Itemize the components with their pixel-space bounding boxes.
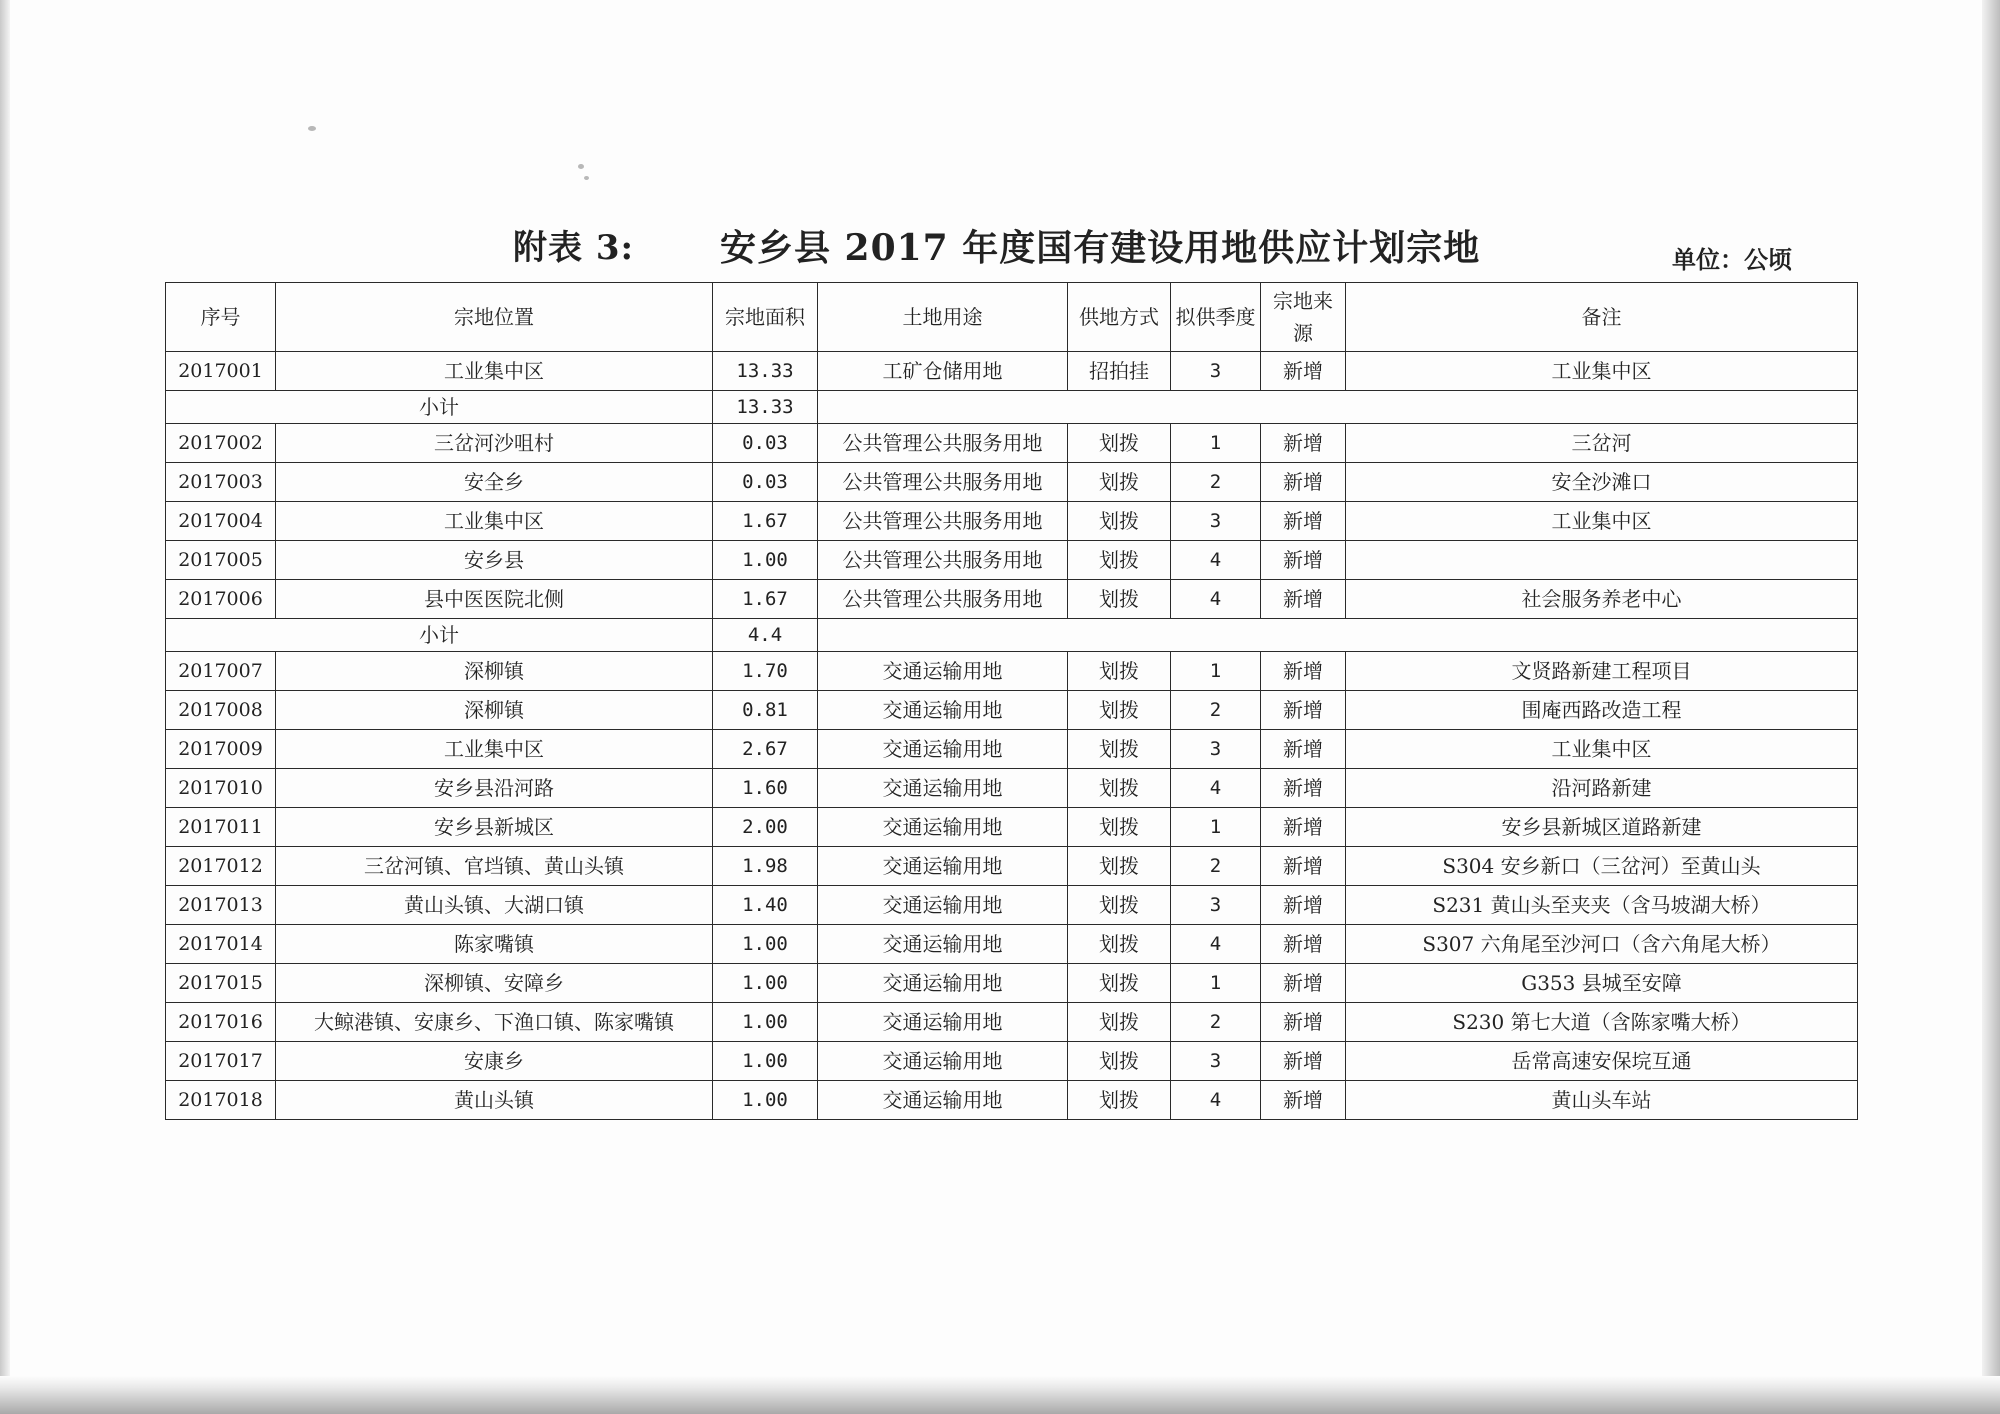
cell-area: 1.00	[713, 964, 818, 1003]
cell-use: 公共管理公共服务用地	[818, 580, 1068, 619]
header-quarter: 拟供季度	[1171, 283, 1261, 352]
cell-quarter: 3	[1171, 886, 1261, 925]
cell-seq: 2017012	[166, 847, 276, 886]
cell-location: 三岔河镇、官垱镇、黄山头镇	[276, 847, 713, 886]
cell-seq: 2017006	[166, 580, 276, 619]
cell-area: 0.03	[713, 463, 818, 502]
cell-seq: 2017018	[166, 1081, 276, 1120]
header-location: 宗地位置	[276, 283, 713, 352]
table-row	[166, 1081, 1858, 1120]
cell-location: 工业集中区	[276, 502, 713, 541]
header-use: 土地用途	[818, 283, 1068, 352]
table-row	[166, 463, 1858, 502]
cell-method: 划拨	[1068, 424, 1171, 463]
cell-note: 安乡县新城区道路新建	[1346, 808, 1858, 847]
cell-method: 划拨	[1068, 1003, 1171, 1042]
cell-location: 陈家嘴镇	[276, 925, 713, 964]
cell-seq: 2017005	[166, 541, 276, 580]
table-row	[166, 652, 1858, 691]
cell-location: 安乡县新城区	[276, 808, 713, 847]
cell-location: 大鲸港镇、安康乡、下渔口镇、陈家嘴镇	[276, 1003, 713, 1042]
cell-area: 0.03	[713, 424, 818, 463]
cell-source: 新增	[1261, 925, 1346, 964]
cell-method: 划拨	[1068, 502, 1171, 541]
cell-quarter: 1	[1171, 808, 1261, 847]
cell-location: 黄山头镇、大湖口镇	[276, 886, 713, 925]
cell-location: 工业集中区	[276, 352, 713, 391]
cell-note: G353 县城至安障	[1346, 964, 1858, 1003]
cell-source: 新增	[1261, 691, 1346, 730]
cell-location: 安乡县	[276, 541, 713, 580]
cell-area: 1.60	[713, 769, 818, 808]
cell-source: 新增	[1261, 1081, 1346, 1120]
cell-location: 深柳镇	[276, 691, 713, 730]
page-title: 安乡县 2017 年度国有建设用地供应计划宗地	[720, 227, 1481, 269]
cell-seq: 2017002	[166, 424, 276, 463]
cell-area: 1.00	[713, 1003, 818, 1042]
table-row	[166, 808, 1858, 847]
header-row	[166, 283, 1858, 352]
table-row	[166, 730, 1858, 769]
cell-quarter: 3	[1171, 352, 1261, 391]
cell-seq: 2017008	[166, 691, 276, 730]
table-body	[166, 352, 1858, 1120]
cell-area: 1.98	[713, 847, 818, 886]
cell-source: 新增	[1261, 580, 1346, 619]
cell-method: 划拨	[1068, 730, 1171, 769]
cell-area: 1.00	[713, 925, 818, 964]
cell-seq: 2017014	[166, 925, 276, 964]
cell-area: 1.67	[713, 502, 818, 541]
cell-area: 1.40	[713, 886, 818, 925]
header-source: 宗地来源	[1261, 283, 1346, 352]
cell-use: 交通运输用地	[818, 652, 1068, 691]
header-note: 备注	[1346, 283, 1858, 352]
cell-area: 13.33	[713, 352, 818, 391]
cell-method: 招拍挂	[1068, 352, 1171, 391]
cell-note: 岳常高速安保垸互通	[1346, 1042, 1858, 1081]
table-row	[166, 1003, 1858, 1042]
cell-use: 交通运输用地	[818, 1081, 1068, 1120]
cell-method: 划拨	[1068, 808, 1171, 847]
cell-quarter: 4	[1171, 541, 1261, 580]
cell-area: 1.70	[713, 652, 818, 691]
cell-use: 公共管理公共服务用地	[818, 463, 1068, 502]
cell-note: 三岔河	[1346, 424, 1858, 463]
cell-quarter: 4	[1171, 925, 1261, 964]
cell-method: 划拨	[1068, 580, 1171, 619]
header-area: 宗地面积	[713, 283, 818, 352]
cell-quarter: 4	[1171, 1081, 1261, 1120]
table-row	[166, 691, 1858, 730]
cell-use: 交通运输用地	[818, 691, 1068, 730]
scan-speck	[584, 176, 589, 180]
cell-seq: 2017010	[166, 769, 276, 808]
cell-source: 新增	[1261, 886, 1346, 925]
cell-method: 划拨	[1068, 886, 1171, 925]
cell-area: 2.67	[713, 730, 818, 769]
cell-location: 安康乡	[276, 1042, 713, 1081]
table-row	[166, 352, 1858, 391]
cell-quarter: 2	[1171, 463, 1261, 502]
cell-seq: 2017016	[166, 1003, 276, 1042]
scan-edge-left	[0, 0, 10, 1414]
cell-use: 交通运输用地	[818, 769, 1068, 808]
table-row	[166, 886, 1858, 925]
table-row	[166, 541, 1858, 580]
cell-method: 划拨	[1068, 1042, 1171, 1081]
cell-seq: 2017001	[166, 352, 276, 391]
cell-use: 交通运输用地	[818, 808, 1068, 847]
cell-quarter: 3	[1171, 1042, 1261, 1081]
cell-seq: 2017007	[166, 652, 276, 691]
cell-location: 深柳镇、安障乡	[276, 964, 713, 1003]
cell-method: 划拨	[1068, 463, 1171, 502]
cell-method: 划拨	[1068, 541, 1171, 580]
cell-use: 交通运输用地	[818, 1003, 1068, 1042]
cell-source: 新增	[1261, 424, 1346, 463]
cell-area: 1.67	[713, 580, 818, 619]
table-row	[166, 424, 1858, 463]
cell-quarter: 4	[1171, 769, 1261, 808]
cell-location: 黄山头镇	[276, 1081, 713, 1120]
cell-note: S307 六角尾至沙河口（含六角尾大桥）	[1346, 925, 1858, 964]
cell-use: 交通运输用地	[818, 1042, 1068, 1081]
cell-method: 划拨	[1068, 691, 1171, 730]
cell-area: 2.00	[713, 808, 818, 847]
cell-method: 划拨	[1068, 652, 1171, 691]
cell-note: S230 第七大道（含陈家嘴大桥）	[1346, 1003, 1858, 1042]
cell-quarter: 1	[1171, 652, 1261, 691]
cell-note: 工业集中区	[1346, 352, 1858, 391]
cell-location: 县中医医院北侧	[276, 580, 713, 619]
cell-seq: 2017013	[166, 886, 276, 925]
cell-method: 划拨	[1068, 1081, 1171, 1120]
subtotal-label: 小计	[166, 619, 713, 652]
cell-note: 沿河路新建	[1346, 769, 1858, 808]
cell-source: 新增	[1261, 463, 1346, 502]
cell-source: 新增	[1261, 847, 1346, 886]
scan-edge-bottom	[0, 1376, 2000, 1414]
cell-source: 新增	[1261, 541, 1346, 580]
cell-use: 交通运输用地	[818, 964, 1068, 1003]
table-row	[166, 580, 1858, 619]
cell-use: 交通运输用地	[818, 730, 1068, 769]
cell-use: 交通运输用地	[818, 886, 1068, 925]
cell-area: 1.00	[713, 541, 818, 580]
scan-speck	[308, 126, 316, 131]
cell-note: 文贤路新建工程项目	[1346, 652, 1858, 691]
cell-quarter: 2	[1171, 847, 1261, 886]
table-row	[166, 964, 1858, 1003]
cell-note: 围庵西路改造工程	[1346, 691, 1858, 730]
cell-source: 新增	[1261, 652, 1346, 691]
table-row	[166, 1042, 1858, 1081]
cell-note: S304 安乡新口（三岔河）至黄山头	[1346, 847, 1858, 886]
cell-use: 交通运输用地	[818, 847, 1068, 886]
cell-use: 交通运输用地	[818, 925, 1068, 964]
cell-seq: 2017011	[166, 808, 276, 847]
cell-note: 工业集中区	[1346, 730, 1858, 769]
cell-location: 安全乡	[276, 463, 713, 502]
table-row	[166, 502, 1858, 541]
cell-use: 公共管理公共服务用地	[818, 541, 1068, 580]
cell-method: 划拨	[1068, 847, 1171, 886]
cell-seq: 2017004	[166, 502, 276, 541]
appendix-label: 附表 3:	[513, 228, 635, 268]
cell-location: 深柳镇	[276, 652, 713, 691]
cell-quarter: 1	[1171, 424, 1261, 463]
cell-quarter: 2	[1171, 691, 1261, 730]
header-seq: 序号	[166, 283, 276, 352]
cell-use: 工矿仓储用地	[818, 352, 1068, 391]
land-supply-table	[165, 282, 1858, 1120]
cell-seq: 2017009	[166, 730, 276, 769]
cell-note: 安全沙滩口	[1346, 463, 1858, 502]
table-row	[166, 769, 1858, 808]
cell-location: 三岔河沙咀村	[276, 424, 713, 463]
scan-speck	[578, 164, 584, 169]
cell-quarter: 3	[1171, 502, 1261, 541]
cell-source: 新增	[1261, 502, 1346, 541]
cell-location: 工业集中区	[276, 730, 713, 769]
cell-quarter: 2	[1171, 1003, 1261, 1042]
cell-quarter: 3	[1171, 730, 1261, 769]
subtotal-value: 4.4	[713, 619, 818, 652]
subtotal-row	[166, 391, 1858, 424]
table-row	[166, 847, 1858, 886]
subtotal-row	[166, 619, 1858, 652]
cell-source: 新增	[1261, 730, 1346, 769]
cell-area: 0.81	[713, 691, 818, 730]
cell-note	[1346, 541, 1858, 580]
cell-method: 划拨	[1068, 769, 1171, 808]
cell-method: 划拨	[1068, 964, 1171, 1003]
cell-area: 1.00	[713, 1081, 818, 1120]
subtotal-value: 13.33	[713, 391, 818, 424]
cell-note: 黄山头车站	[1346, 1081, 1858, 1120]
cell-source: 新增	[1261, 352, 1346, 391]
scan-edge-right	[1982, 0, 2000, 1414]
table-row	[166, 925, 1858, 964]
cell-source: 新增	[1261, 1042, 1346, 1081]
cell-source: 新增	[1261, 769, 1346, 808]
cell-seq: 2017015	[166, 964, 276, 1003]
cell-note: 工业集中区	[1346, 502, 1858, 541]
subtotal-blank	[818, 619, 1858, 652]
cell-note: S231 黄山头至夹夹（含马坡湖大桥）	[1346, 886, 1858, 925]
cell-source: 新增	[1261, 1003, 1346, 1042]
cell-area: 1.00	[713, 1042, 818, 1081]
cell-quarter: 1	[1171, 964, 1261, 1003]
header-method: 供地方式	[1068, 283, 1171, 352]
subtotal-blank	[818, 391, 1858, 424]
subtotal-label: 小计	[166, 391, 713, 424]
cell-seq: 2017017	[166, 1042, 276, 1081]
unit-label: 单位：公顷	[1672, 245, 1792, 274]
cell-use: 公共管理公共服务用地	[818, 502, 1068, 541]
cell-source: 新增	[1261, 964, 1346, 1003]
cell-seq: 2017003	[166, 463, 276, 502]
cell-note: 社会服务养老中心	[1346, 580, 1858, 619]
cell-use: 公共管理公共服务用地	[818, 424, 1068, 463]
cell-method: 划拨	[1068, 925, 1171, 964]
cell-source: 新增	[1261, 808, 1346, 847]
cell-quarter: 4	[1171, 580, 1261, 619]
cell-location: 安乡县沿河路	[276, 769, 713, 808]
